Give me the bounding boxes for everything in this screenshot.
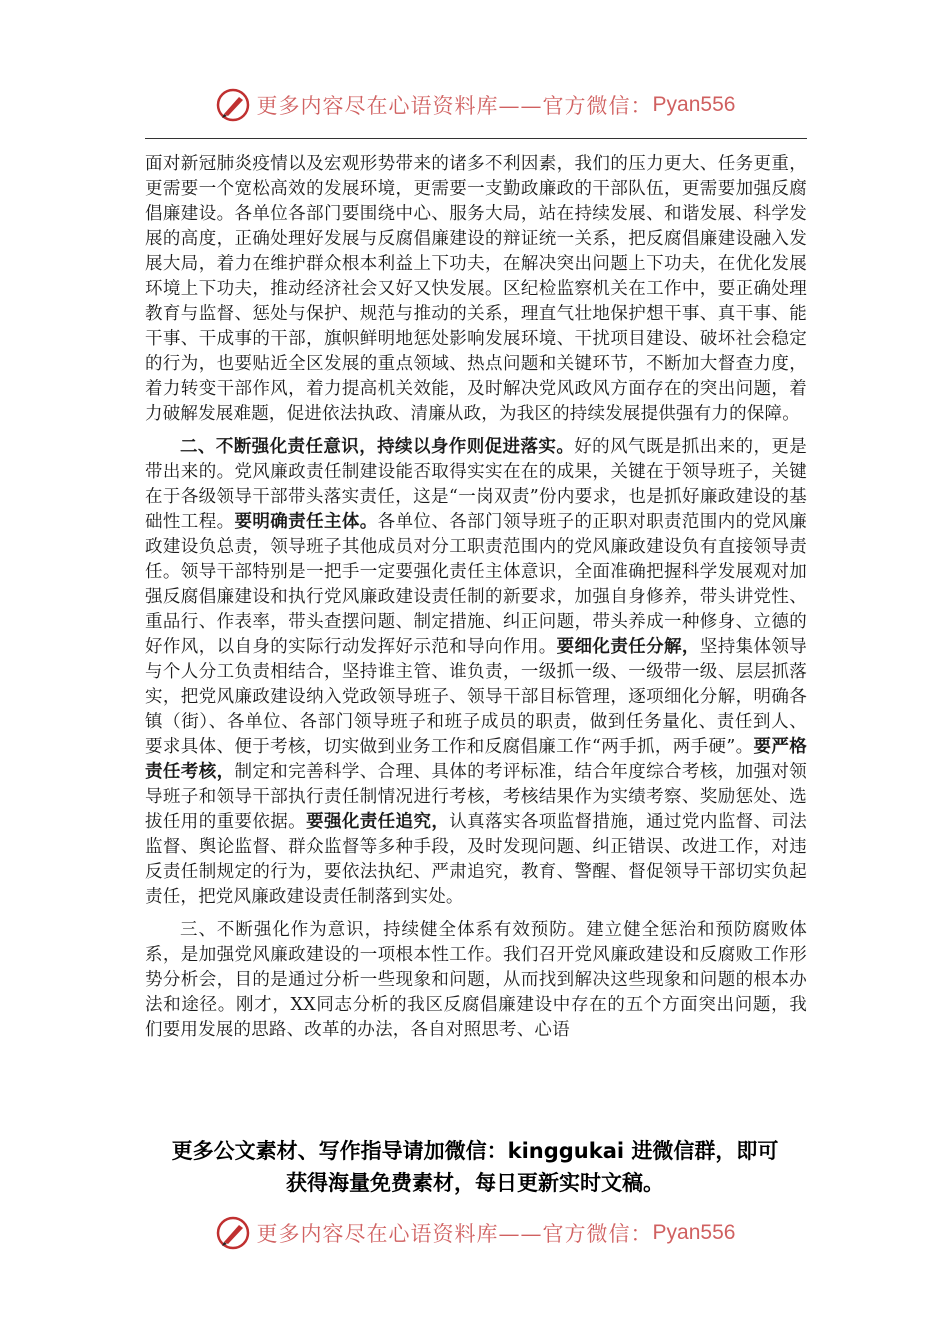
footer-banner-text: 更多内容尽在心语资料库——官方微信： [256, 1222, 653, 1246]
paragraph-2-text-2: 各单位、各部门领导班子的正职对职责范围内的党风廉政建设负总责，领导班子其他成员对分工职责范围内的党风廉政建设负有直接领导责任。领导干部特别是一把手一定要强化责任主体意识，全面准确把握科学发展观对加强反腐倡廉建设和执行党风廉政建设责任制的新要求，加强自身修养，带头讲党性、重品行、作表率，带头查摆问题、制定措施、纠正问题，带头养成一种修身、立德的好作风，以自身的实际行动发挥好示范和导向作用。 [145, 512, 807, 657]
pen-logo-icon [215, 1215, 251, 1251]
header-banner-text: 更多内容尽在心语资料库——官方微信： [256, 94, 653, 118]
point-responsibility-breakdown: 要细化责任分解， [556, 637, 700, 657]
point-responsibility-assessment: 要严格责任考核， [145, 737, 807, 782]
paragraph-3: 三、不断强化作为意识，持续健全体系有效预防。建立健全惩治和预防腐败体系，是加强党风廉政建设的一项根本性工作。我们召开党风廉政建设和反腐败工作形势分析会，目的是通过分析一些现象和问题，从而找到解决这些现象和问题的根本办法和途径。刚才，XX同志分析的我区反腐倡廉建设中存在的五个方面突出问题，我们要用发展的思路、改革的办法，各自对照思考、心语 [145, 920, 807, 1040]
paragraph-2-text-3: 坚持集体领导与个人分工负责相结合，坚持谁主管、谁负责，一级抓一级、一级带一级、层层抓落实，把党风廉政建设纳入党政领导班子、领导干部目标管理，逐项细化分解，明确各镇（街）、各单位、各部门领导班子和班子成员的职责，做到任务量化、责任到人、要求具体、便于考核，切实做到业务工作和反腐倡廉工作“两手抓，两手硬”。 [145, 637, 807, 757]
point-responsibility-subject: 要明确责任主体。 [234, 512, 378, 532]
document-body [145, 152, 807, 1051]
section-2-heading: 二、不断强化责任意识，持续以身作则促进落实。 [180, 437, 575, 457]
promo-line-2: 获得海量免费素材，每日更新实时文稿。 [286, 1171, 664, 1195]
point-accountability: 要强化责任追究， [306, 812, 450, 832]
header-divider [145, 138, 807, 139]
promo-notice [120, 1135, 830, 1199]
pen-logo-icon [215, 87, 251, 123]
paragraph-2 [145, 435, 807, 910]
header-banner [0, 80, 950, 130]
footer-wechat-id: Pyan556 [652, 1221, 736, 1244]
paragraph-2-text-5: 认真落实各项监督措施，通过党内监督、司法监督、舆论监督、群众监督等多种手段，及时发现问题、纠正错误、改进工作，对违反责任制规定的行为，要依法执纪、严肃追究，教育、警醒、督促领导干部切实负起责任，把党风廉政建设责任制落到实处。 [145, 812, 807, 907]
footer-banner [0, 1208, 950, 1258]
promo-line-1: 更多公文素材、写作指导请加微信：kinggukai 进微信群，即可 [171, 1139, 779, 1163]
paragraph-2-text-1: 好的风气既是抓出来的，更是带出来的。党风廉政责任制建设能否取得实实在在的成果，关键在于领导班子，关键在于各级领导干部带头落实责任，这是“一岗双责”份内要求，也是抓好廉政建设的基础性工程。 [145, 437, 807, 532]
paragraph-1: 面对新冠肺炎疫情以及宏观形势带来的诸多不利因素，我们的压力更大、任务更重，更需要一个宽松高效的发展环境，更需要一支勤政廉政的干部队伍，更需要加强反腐倡廉建设。各单位各部门要围绕中心、服务大局，站在持续发展、和谐发展、科学发展的高度，正确处理好发展与反腐倡廉建设的辩证统一关系，把反腐倡廉建设融入发展大局，着力在维护群众根本利益上下功夫，在解决突出问题上下功夫，在优化发展环境上下功夫，推动经济社会又好又快发展。区纪检监察机关在工作中，要正确处理教育与监督、惩处与保护、规范与推动的关系，理直气壮地保护想干事、真干事、能干事、干成事的干部，旗帜鲜明地惩处影响发展环境、干扰项目建设、破坏社会稳定的行为，也要贴近全区发展的重点领域、热点问题和关键环节，不断加大督查力度，着力转变干部作风，着力提高机关效能，及时解决党风政风方面存在的突出问题，着力破解发展难题，促进依法执政、清廉从政，为我区的持续发展提供强有力的保障。 [145, 154, 807, 424]
header-wechat-id: Pyan556 [652, 93, 736, 116]
paragraph-2-text-4: 制定和完善科学、合理、具体的考评标准，结合年度综合考核，加强对领导班子和领导干部执行责任制情况进行考核，考核结果作为实绩考察、奖励惩处、选拔任用的重要依据。 [145, 762, 808, 832]
